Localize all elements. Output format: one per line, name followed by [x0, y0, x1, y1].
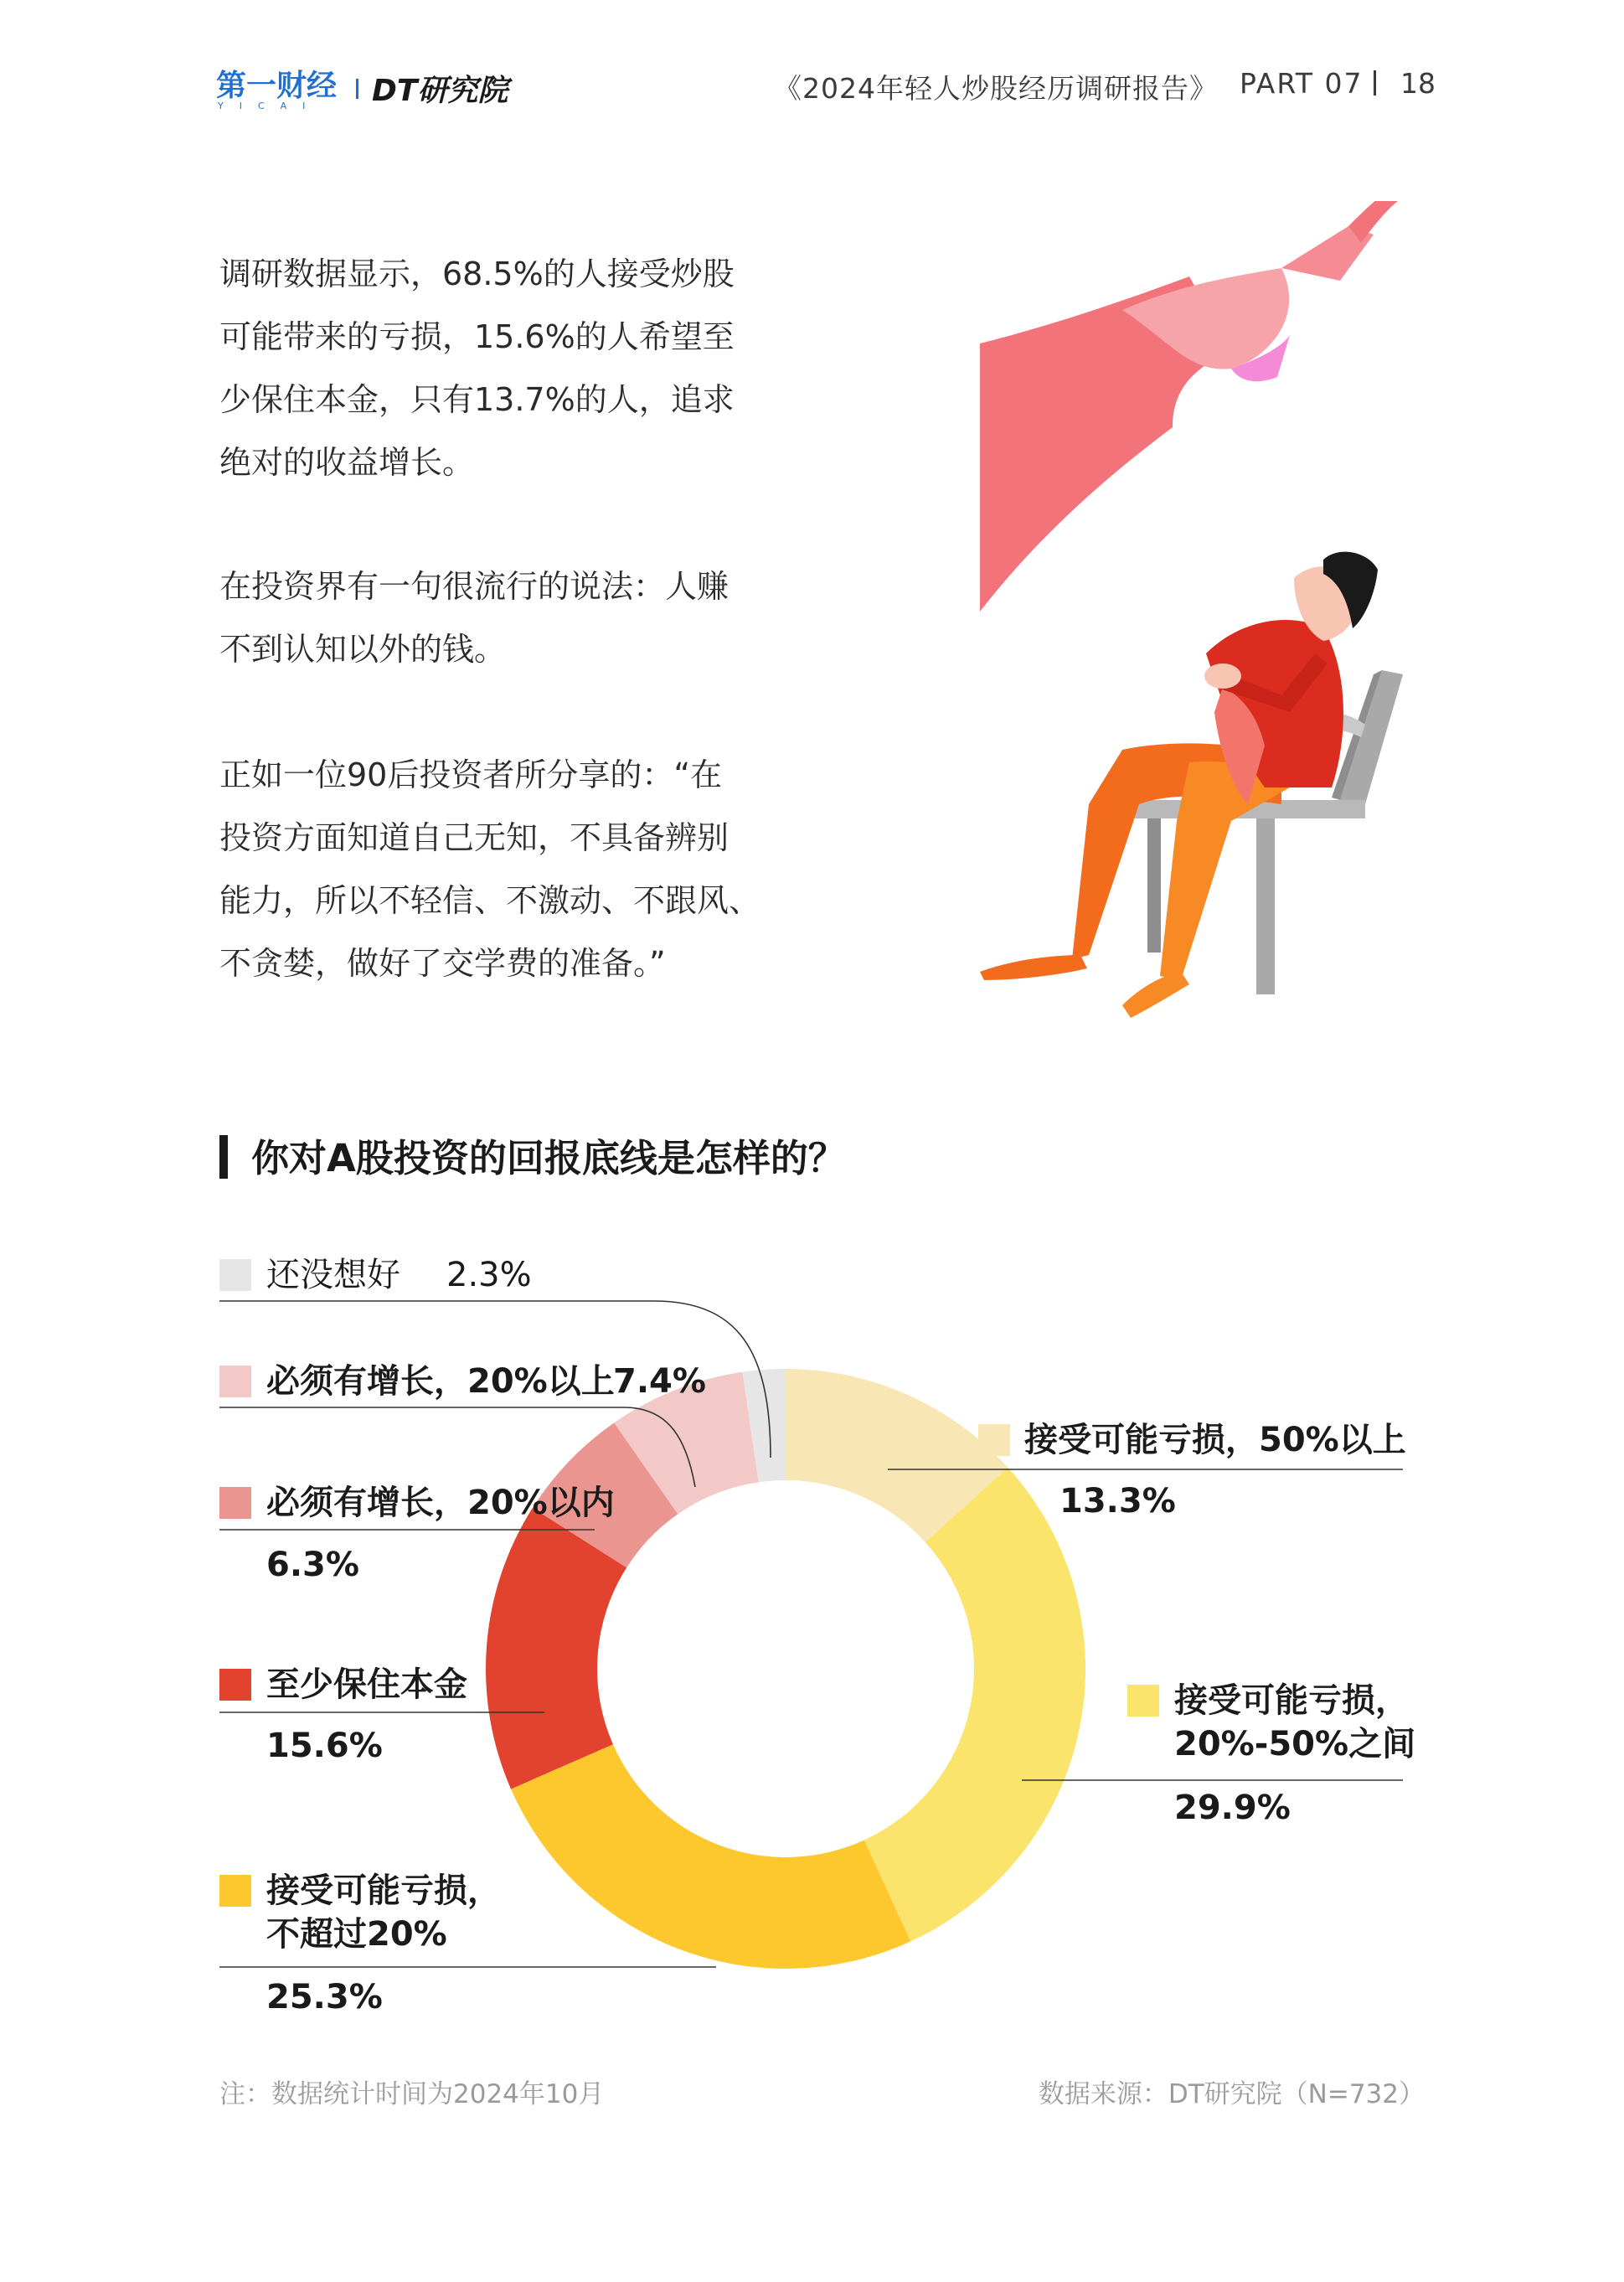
text-line: 在投资界有一句很流行的说法：人赚 [219, 568, 730, 605]
legend-swatch-loss-20-50 [1127, 1685, 1159, 1717]
legend-label-unsure: 还没想好 [266, 1256, 400, 1294]
text-line: 不到认知以外的钱。 [219, 631, 507, 668]
part-label: PART 07 [1240, 67, 1364, 100]
text-line: 调研数据显示，68.5%的人接受炒股 [219, 256, 735, 292]
legend-value-loss-under-20: 25.3% [266, 1978, 383, 2016]
legend-swatch-unsure [219, 1259, 251, 1291]
text-line: 投资方面知道自己无知，不具备辨别 [219, 819, 730, 856]
legend-value-growth-under-20: 6.3% [266, 1546, 359, 1584]
donut-slices [486, 1369, 1085, 1969]
page-number: 18 [1400, 67, 1436, 100]
legend-swatch-keep-principal [219, 1669, 251, 1701]
text-line: 少保住本金，只有13.7%的人，追求 [219, 381, 735, 418]
legend-label-growth-over-20: 必须有增长，20%以上 [266, 1362, 615, 1401]
chart-title: 你对A股投资的回报底线是怎样的？ [251, 1136, 846, 1180]
text-line: 能力，所以不轻信、不激动、不跟风、 [219, 882, 761, 919]
legend-label-loss-20-50-line1: 接受可能亏损， [1174, 1681, 1409, 1720]
legend-swatch-growth-over-20 [219, 1366, 251, 1397]
legend-value-loss-20-50: 29.9% [1174, 1789, 1291, 1827]
donut-slice [511, 1744, 910, 1969]
legend-value-loss-over-50: 13.3% [1059, 1482, 1176, 1520]
text-line: 正如一位90后投资者所分享的：“在 [219, 756, 723, 793]
legend-value-growth-over-20: 7.4% [613, 1362, 706, 1401]
legend-swatch-loss-under-20 [219, 1875, 251, 1907]
yicai-logo-text: 第一财经 [216, 69, 338, 103]
legend-value-keep-principal: 15.6% [266, 1727, 383, 1765]
donut-slice [864, 1468, 1085, 1942]
text-line: 可能带来的亏损，15.6%的人希望至 [219, 318, 735, 355]
legend-label-loss-20-50-line2: 20%-50%之间 [1174, 1725, 1416, 1763]
legend-value-unsure: 2.3% [446, 1256, 532, 1294]
footnote: 注：数据统计时间为2024年10月 [219, 2079, 605, 2109]
legend-label-keep-principal: 至少保住本金 [266, 1665, 467, 1704]
text-line: 绝对的收益增长。 [219, 444, 475, 481]
legend-label-loss-under-20-line1: 接受可能亏损， [266, 1872, 501, 1910]
legend-label-loss-under-20-line2: 不超过20% [266, 1915, 447, 1954]
legend-swatch-growth-under-20 [219, 1487, 251, 1519]
report-title: 《2024年轻人炒股经历调研报告》 [774, 72, 1218, 105]
data-source: 数据来源：DT研究院（N=732） [1038, 2079, 1425, 2109]
legend-label-loss-over-50: 接受可能亏损，50%以上 [1024, 1421, 1406, 1459]
text-line: 不贪婪，做好了交学费的准备。” [219, 945, 666, 982]
dt-logo-text: DT研究院 [372, 74, 508, 108]
yicai-logo-subtext: YICAI [218, 101, 322, 111]
legend-swatch-loss-over-50 [978, 1424, 1010, 1456]
legend-label-growth-under-20: 必须有增长，20%以内 [266, 1484, 615, 1522]
